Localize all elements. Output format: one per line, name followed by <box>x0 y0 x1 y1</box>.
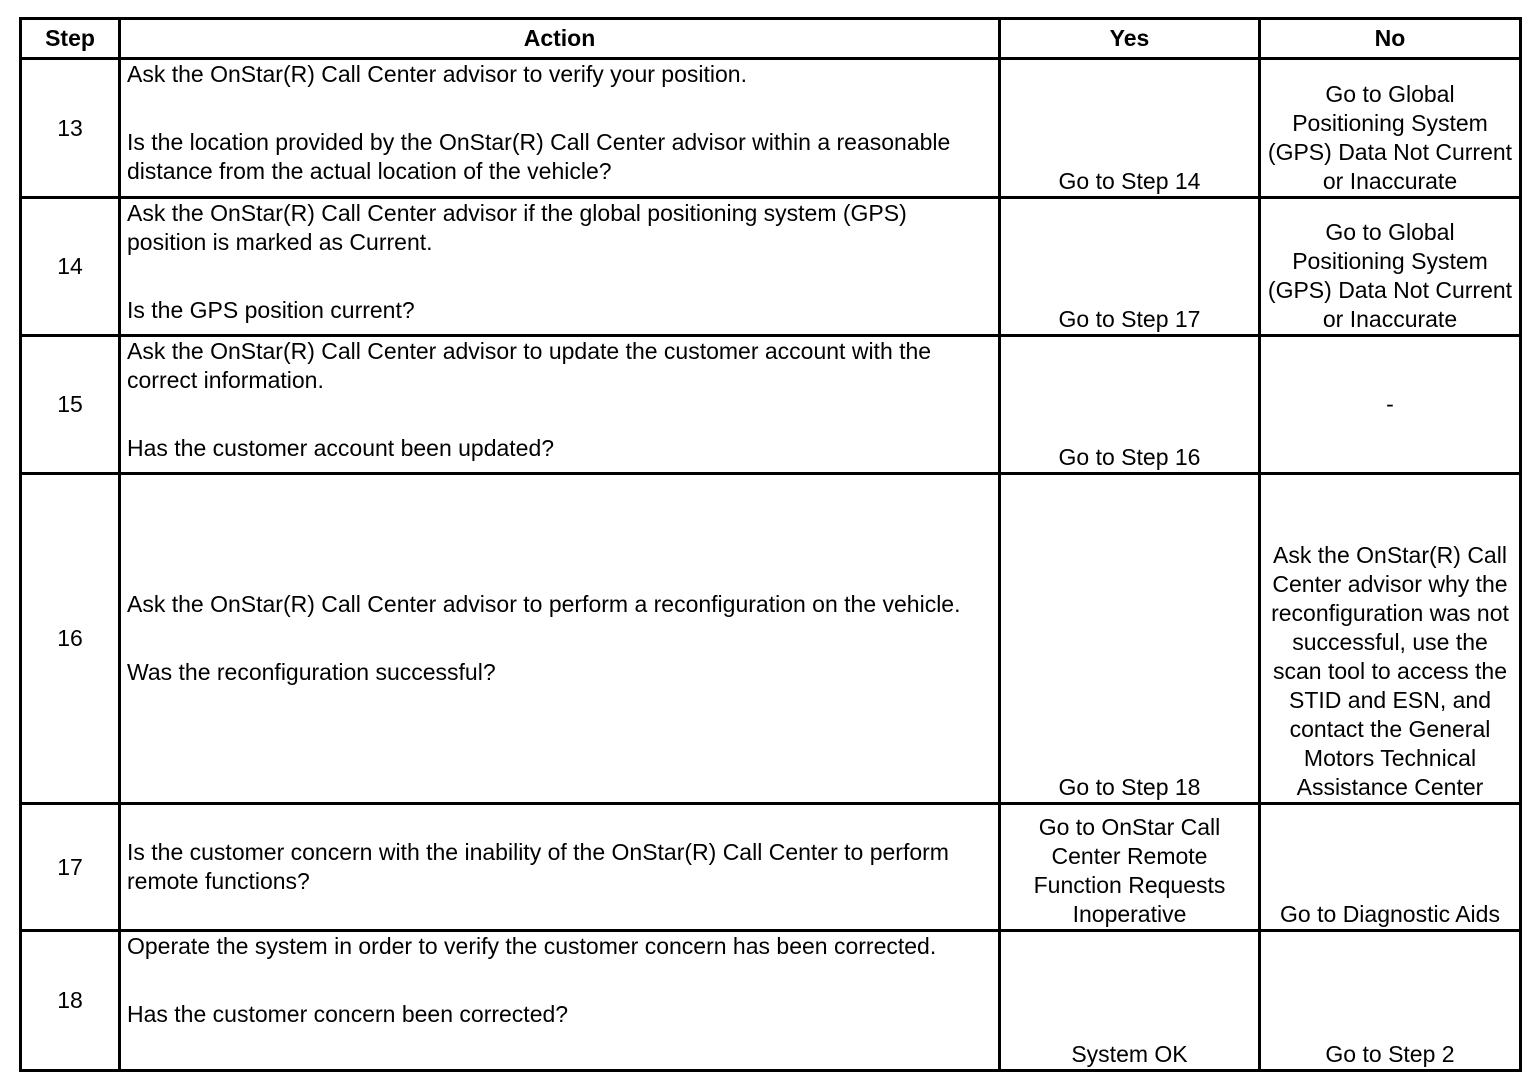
step-number: 14 <box>21 198 120 336</box>
header-no: No <box>1260 19 1521 59</box>
no-cell: - <box>1260 336 1521 474</box>
action-cell <box>120 804 1000 931</box>
yes-cell: Go to Step 16 <box>1000 336 1260 474</box>
table-row <box>21 931 1521 1071</box>
table-row <box>21 336 1521 474</box>
action-question: Is the GPS position current? <box>127 297 415 323</box>
yes-cell: Go to OnStar Call Center Remote Function Requests Inoperative <box>1000 804 1260 931</box>
action-instruction: Ask the OnStar(R) Call Center advisor to perform a reconfiguration on the vehicle. <box>127 591 961 617</box>
step-number: 13 <box>21 59 120 198</box>
action-cell <box>120 198 1000 336</box>
yes-cell: Go to Step 14 <box>1000 59 1260 198</box>
header-step: Step <box>21 19 120 59</box>
table-row <box>21 804 1521 931</box>
action-cell <box>120 59 1000 198</box>
action-question: Was the reconfiguration successful? <box>127 659 496 685</box>
action-cell <box>120 336 1000 474</box>
step-number: 17 <box>21 804 120 931</box>
header-action: Action <box>120 19 1000 59</box>
no-cell: Go to Global Positioning System (GPS) Data Not Current or Inaccurate <box>1260 59 1521 198</box>
action-question: Is the customer concern with the inability of the OnStar(R) Call Center to perform remote functions? <box>127 839 949 894</box>
table-row <box>21 59 1521 198</box>
yes-cell: System OK <box>1000 931 1260 1071</box>
header-yes: Yes <box>1000 19 1260 59</box>
table-row <box>21 198 1521 336</box>
step-number: 16 <box>21 474 120 804</box>
no-cell: Ask the OnStar(R) Call Center advisor why the reconfiguration was not successful, use the scan tool to access the STID and ESN, and contact the General Motors Technical Assistance Center <box>1260 474 1521 804</box>
header-row <box>21 19 1521 59</box>
yes-cell: Go to Step 18 <box>1000 474 1260 804</box>
action-question: Is the location provided by the OnStar(R) Call Center advisor within a reasonable distance from the actual location of the vehicle? <box>127 129 951 184</box>
step-number: 18 <box>21 931 120 1071</box>
action-instruction: Ask the OnStar(R) Call Center advisor to update the customer account with the correct information. <box>127 338 932 393</box>
action-instruction: Operate the system in order to verify the customer concern has been corrected. <box>127 933 937 959</box>
action-instruction: Ask the OnStar(R) Call Center advisor to verify your position. <box>127 61 747 87</box>
diagnostic-table <box>19 17 1522 1072</box>
action-question: Has the customer account been updated? <box>127 435 555 461</box>
no-cell: Go to Diagnostic Aids <box>1260 804 1521 931</box>
table-row <box>21 474 1521 804</box>
action-instruction: Ask the OnStar(R) Call Center advisor if the global positioning system (GPS) position is marked as Current. <box>127 200 907 255</box>
action-question: Has the customer concern been corrected? <box>127 1001 569 1027</box>
no-cell: Go to Step 2 <box>1260 931 1521 1071</box>
action-cell <box>120 931 1000 1071</box>
action-cell <box>120 474 1000 804</box>
no-cell: Go to Global Positioning System (GPS) Data Not Current or Inaccurate <box>1260 198 1521 336</box>
step-number: 15 <box>21 336 120 474</box>
yes-cell: Go to Step 17 <box>1000 198 1260 336</box>
